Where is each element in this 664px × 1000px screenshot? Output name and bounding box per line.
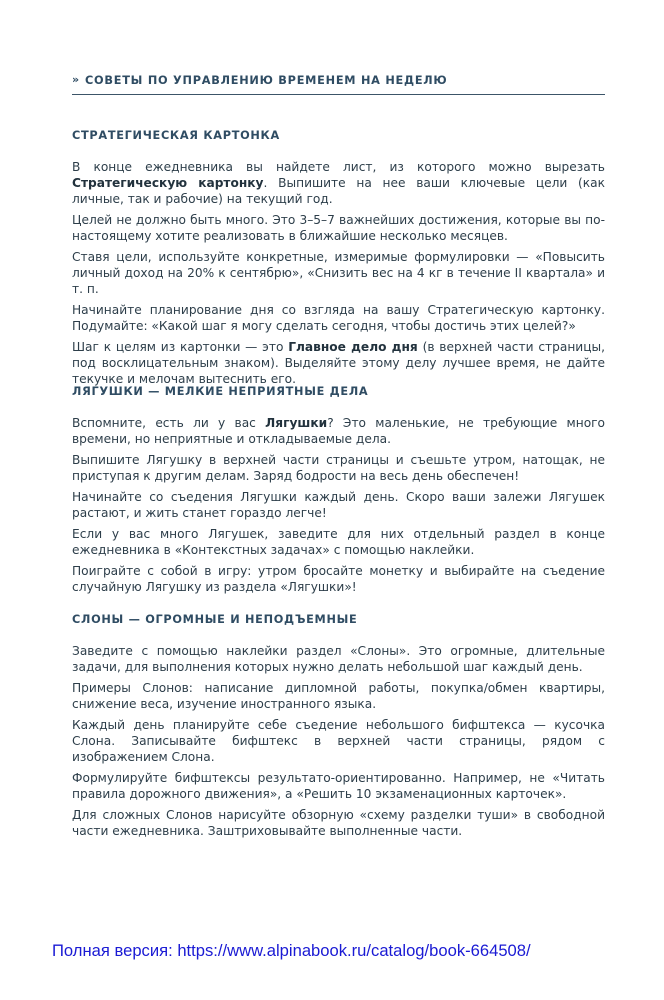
paragraph <box>72 249 605 297</box>
paragraph <box>72 452 605 484</box>
paragraph-text: В конце ежедневника вы найдете лист, из которого можно вырезать <box>72 160 605 174</box>
paragraph-text: Поиграйте с собой в игру: утром бросайте монетку и выбирайте на съедение случайную Лягушку из раздела «Лягушки»! <box>72 564 605 594</box>
section-strategic-card <box>72 129 605 392</box>
section-frogs <box>72 385 605 600</box>
paragraph-text: . Выпишите на нее ваши ключевые цели (как личные, так и рабочие) на текущий год. <box>72 176 606 206</box>
page-header <box>72 73 605 95</box>
paragraph-text: Целей не должно быть много. Это 3–5–7 важнейших достижения, которые вы по-настоящему хотите реализовать в ближайшие несколько месяцев. <box>72 213 605 243</box>
paragraph <box>72 643 605 675</box>
paragraph <box>72 770 605 802</box>
section-body <box>72 415 605 595</box>
page-header-title: СОВЕТЫ ПО УПРАВЛЕНИЮ ВРЕМЕНЕМ НА НЕДЕЛЮ <box>85 74 448 87</box>
paragraph-text: Каждый день планируйте себе съедение небольшого бифштекса — кусочка Слона. Записывайте бифштекс в верхней части страницы, рядом с изображением Слона. <box>72 718 605 764</box>
paragraph-text: Шаг к целям из картонки — это <box>72 340 289 354</box>
full-version-link[interactable]: Полная версия: https://www.alpinabook.ru/catalog/book-664508/ <box>52 941 531 960</box>
chevron-marker-icon: » <box>72 73 80 86</box>
section-title: ЛЯГУШКИ — МЕЛКИЕ НЕПРИЯТНЫЕ ДЕЛА <box>72 385 369 398</box>
section-title: СЛОНЫ — ОГРОМНЫЕ И НЕПОДЪЕМНЫЕ <box>72 613 358 626</box>
paragraph-text: Вспомните, есть ли у вас <box>72 416 266 430</box>
paragraph-text: Начинайте планирование дня со взгляда на вашу Стратегическую картонку. Подумайте: «Какой шаг я могу сделать сегодня, чтобы достичь этих целей?» <box>72 303 605 333</box>
section-elephants <box>72 613 605 844</box>
paragraph-text: Формулируйте бифштексы результато-ориентированно. Например, не «Читать правила дорожного движения», а «Решить 10 экзаменационных карточек». <box>72 771 605 801</box>
section-body <box>72 159 605 387</box>
paragraph <box>72 339 605 387</box>
bold-term: Главное дело дня <box>288 340 418 354</box>
bold-term: Стратегическую картонку <box>72 176 264 190</box>
paragraph-text: Примеры Слонов: написание дипломной работы, покупка/обмен квартиры, снижение веса, изучение иностранного языка. <box>72 681 605 711</box>
paragraph <box>72 415 605 447</box>
paragraph <box>72 212 605 244</box>
section-title: СТРАТЕГИЧЕСКАЯ КАРТОНКА <box>72 129 280 142</box>
paragraph-text: Если у вас много Лягушек, заведите для них отдельный раздел в конце ежедневника в «Контекстных задачах» с помощью наклейки. <box>72 527 605 557</box>
paragraph-text: Заведите с помощью наклейки раздел «Слоны». Это огромные, длительные задачи, для выполнения которых нужно делать небольшой шаг каждый день. <box>72 644 605 674</box>
section-body <box>72 643 605 839</box>
paragraph <box>72 563 605 595</box>
paragraph-text: Ставя цели, используйте конкретные, измеримые формулировки — «Повысить личный доход на 20% к сентябрю», «Снизить вес на 4 кг в течение II квартала» и т. п. <box>72 250 605 296</box>
paragraph <box>72 717 605 765</box>
paragraph <box>72 159 605 207</box>
paragraph-text: (в верхней части страницы, под восклицательным знаком). Выделяйте этому делу лучшее время, не дайте текучке и мелочам вытеснить его. <box>72 340 606 386</box>
paragraph <box>72 526 605 558</box>
paragraph <box>72 302 605 334</box>
paragraph-text: ? Это маленькие, не требующие много времени, но неприятные и откладываемые дела. <box>72 416 606 446</box>
paragraph-text: Для сложных Слонов нарисуйте обзорную «схему разделки туши» в свободной части ежедневника. Заштриховывайте выполненные части. <box>72 808 605 838</box>
paragraph <box>72 489 605 521</box>
paragraph <box>72 807 605 839</box>
paragraph-text: Начинайте со съедения Лягушки каждый день. Скоро ваши залежи Лягушек растают, и жить станет гораздо легче! <box>72 490 605 520</box>
paragraph-text: Выпишите Лягушку в верхней части страницы и съешьте утром, натощак, не приступая к другим делам. Заряд бодрости на весь день обеспечен! <box>72 453 605 483</box>
bold-term: Лягушки <box>265 416 328 430</box>
paragraph <box>72 680 605 712</box>
